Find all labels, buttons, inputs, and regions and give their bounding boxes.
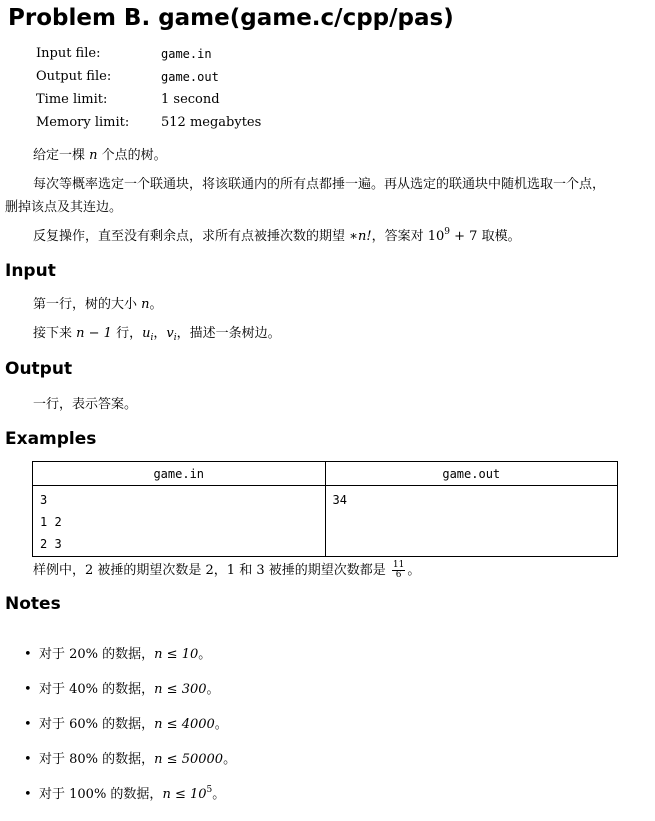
notes-text: 对于 80% 的数据， [39, 752, 155, 767]
math-expression: n − 1 [76, 326, 112, 341]
fraction-denominator: 6 [395, 570, 402, 580]
math-subscript: i [173, 333, 177, 343]
statement-text: ，答案对 [371, 229, 428, 244]
example-output-line: 34 [332, 493, 347, 507]
fraction [392, 561, 405, 580]
notes-text: 。 [212, 787, 226, 802]
output-line-1: 一行，表示答案。 [33, 397, 138, 412]
statement-paragraph-2-line-2: 删掉该点及其连边。 [5, 200, 123, 215]
example-input-line: 1 2 [40, 515, 62, 529]
notes-item [24, 751, 236, 786]
notes-item [24, 716, 236, 751]
input-line-1 [33, 296, 163, 314]
bullet-icon: • [24, 717, 32, 732]
statement-paragraph-2-line-1: 每次等概率选定一个联通块，将该联通内的所有点都捶一遍。再从选定的联通块中随机选取一个点， [33, 177, 606, 192]
notes-list [24, 646, 236, 821]
math-expression: n ≤ 10 [154, 647, 199, 662]
math-expression: n ≤ 10 [162, 787, 207, 802]
time-limit-value: 1 second [161, 92, 220, 107]
output-heading: Output [5, 359, 73, 379]
notes-item [24, 786, 236, 821]
page-title: Problem B. game(game.c/cpp/pas) [8, 5, 454, 31]
statement-paragraph-1 [33, 147, 167, 165]
math-expression: ∗n! [349, 229, 372, 244]
math-var: n [141, 297, 150, 312]
notes-text: 。 [223, 752, 237, 767]
input-text: ，描述一条树边。 [176, 326, 281, 341]
output-file-value: game.out [161, 69, 219, 84]
examples-data-row [33, 486, 618, 557]
example-input-line: 3 [40, 493, 48, 507]
statement-paragraph-3 [33, 228, 521, 246]
output-file-row [36, 65, 261, 88]
input-text: 行， [111, 326, 143, 341]
input-file-value: game.in [161, 46, 212, 61]
examples-note [33, 561, 420, 580]
memory-limit-row [36, 111, 261, 134]
statement-text: 给定一棵 [33, 148, 90, 163]
input-heading: Input [5, 261, 56, 281]
notes-heading: Notes [5, 594, 61, 614]
memory-limit-label: Memory limit: [36, 115, 130, 130]
examples-col-in: game.in [33, 462, 326, 486]
output-file-label: Output file: [36, 69, 112, 84]
input-text: 。 [149, 297, 163, 312]
math-exponent: 9 [444, 227, 450, 237]
math-base: 10 [427, 229, 445, 244]
statement-text: 反复操作，直至没有剩余点，求所有点被捶次数的期望 [33, 229, 350, 244]
math-expression: + 7 [450, 229, 478, 244]
notes-text: 。 [206, 682, 220, 697]
bullet-icon: • [24, 787, 32, 802]
math-exponent: 5 [206, 785, 213, 795]
example-input-cell [33, 486, 326, 557]
notes-text: 。 [214, 717, 228, 732]
math-var: n [89, 148, 98, 163]
input-file-row [36, 42, 261, 65]
math-expression: n ≤ 300 [154, 682, 207, 697]
notes-text: 。 [198, 647, 212, 662]
examples-header-row [33, 462, 618, 486]
input-file-label: Input file: [36, 46, 101, 61]
notes-text: 对于 40% 的数据， [39, 682, 155, 697]
math-expression: n ≤ 50000 [154, 752, 224, 767]
input-text: 第一行，树的大小 [33, 297, 142, 312]
math-subscript: i [150, 333, 154, 343]
bullet-icon: • [24, 752, 32, 767]
fraction-numerator: 11 [392, 560, 405, 570]
notes-text: 对于 20% 的数据， [39, 647, 155, 662]
examples-note-text: 样例中，2 被捶的期望次数是 2，1 和 3 被捶的期望次数都是 [33, 563, 390, 578]
memory-limit-value: 512 megabytes [161, 115, 262, 130]
math-expression: n ≤ 4000 [154, 717, 215, 732]
time-limit-label: Time limit: [36, 92, 108, 107]
examples-table [32, 461, 618, 557]
input-text: 接下来 [33, 326, 77, 341]
problem-limits-table [36, 42, 261, 134]
input-text: ， [153, 326, 167, 341]
statement-text: 取模。 [477, 229, 521, 244]
notes-text: 对于 100% 的数据， [39, 787, 163, 802]
bullet-icon: • [24, 647, 32, 662]
examples-col-out: game.out [325, 462, 618, 486]
examples-note-text: 。 [407, 563, 421, 578]
examples-heading: Examples [5, 429, 97, 449]
input-line-2 [33, 325, 281, 343]
bullet-icon: • [24, 682, 32, 697]
math-var-v: v [166, 326, 174, 341]
math-var-u: u [142, 326, 151, 341]
notes-item [24, 646, 236, 681]
notes-text: 对于 60% 的数据， [39, 717, 155, 732]
statement-text: 个点的树。 [97, 148, 167, 163]
time-limit-row [36, 88, 261, 111]
example-input-line: 2 3 [40, 537, 62, 551]
example-output-cell [325, 486, 618, 557]
notes-item [24, 681, 236, 716]
